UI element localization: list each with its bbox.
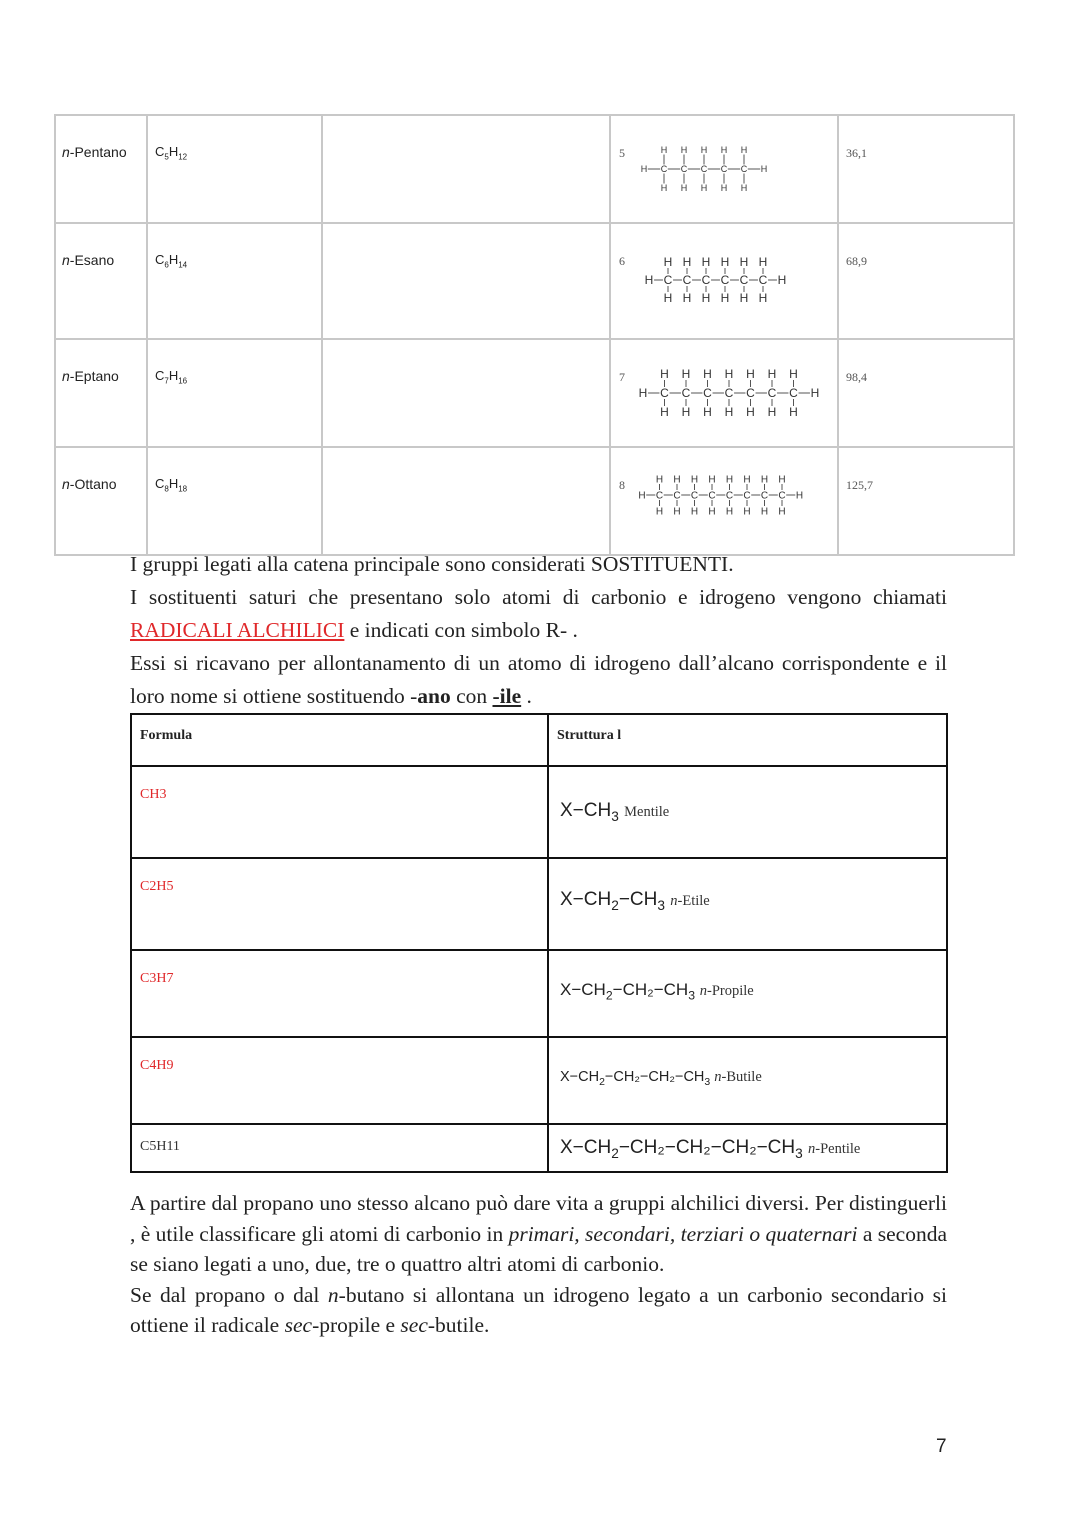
alkane-formula: $C_7H_{16}$ xyxy=(147,339,322,447)
hydrogen-atom: H xyxy=(777,273,787,288)
structure-diagram xyxy=(323,340,820,446)
radical-name: n-Etile xyxy=(670,893,710,909)
hydrogen-atom: H xyxy=(708,506,716,518)
hydrogen-atom: H xyxy=(644,273,654,288)
hydrogen-atom: H xyxy=(758,291,768,306)
hydrogen-atom: H xyxy=(703,367,712,382)
carbon-atom: C xyxy=(746,386,755,401)
hydrogen-atom: H xyxy=(660,183,668,194)
alkane-structure xyxy=(322,447,804,555)
hydrogen-atom: H xyxy=(767,367,777,382)
boiling-point: 98,4 xyxy=(838,339,1014,447)
radical-formula: C5H11 xyxy=(131,1124,548,1172)
carbon-atom: C xyxy=(660,386,669,401)
radical-formula: C3H7 xyxy=(131,950,548,1037)
hydrogen-atom: H xyxy=(760,506,769,518)
hydrogen-atom: H xyxy=(701,291,711,306)
hydrogen-atom: H xyxy=(690,474,699,486)
table-header xyxy=(131,714,947,766)
carbon-atom: C xyxy=(708,490,716,502)
carbon-atom: C xyxy=(720,164,728,175)
carbon-atom: C xyxy=(680,164,688,175)
alkane-name: n-Eptano xyxy=(55,339,147,447)
header-formula: Formula xyxy=(131,714,548,766)
hydrogen-atom: H xyxy=(778,474,786,486)
carbon-atom: C xyxy=(767,386,777,401)
header-structure: Struttura l xyxy=(548,714,947,766)
hydrogen-atom: H xyxy=(682,255,692,270)
paragraph-line: Se dal propano o dal n-butano si allontana un idrogeno legato a un carbonio secondario si ottiene il radicale sec-propile e sec-butile. xyxy=(130,1282,947,1337)
radical-structure: $X-CH_2-CH_2-CH_2-CH_2-CH_3$ n-Pentile xyxy=(548,1124,947,1172)
hydrogen-atom: H xyxy=(767,405,777,420)
hydrogen-atom: H xyxy=(655,506,664,518)
hydrogen-atom: H xyxy=(720,255,730,270)
hydrogen-atom: H xyxy=(673,506,681,518)
hydrogen-atom: H xyxy=(760,474,769,486)
carbon-atom: C xyxy=(760,490,769,502)
alkane-structure xyxy=(322,115,768,223)
hydrogen-atom: H xyxy=(701,255,711,270)
hydrogen-atom: H xyxy=(708,474,716,486)
radical-formula: CH3 xyxy=(131,766,548,858)
hydrogen-atom: H xyxy=(663,255,673,270)
hydrogen-atom: H xyxy=(724,367,734,382)
carbon-atom: C xyxy=(660,164,668,175)
hydrogen-atom: H xyxy=(795,490,804,502)
hydrogen-atom: H xyxy=(739,255,749,270)
boiling-point: 36,1 xyxy=(838,115,1014,223)
carbon-count: 5 xyxy=(610,115,838,223)
alkane-name: n-Pentano xyxy=(55,115,147,223)
hydrogen-atom: H xyxy=(778,506,786,518)
table-row xyxy=(131,858,947,950)
carbon-count: 7 xyxy=(610,339,838,447)
hydrogen-atom: H xyxy=(663,291,673,306)
table-row xyxy=(55,447,1014,555)
alkanes-table xyxy=(54,114,1015,556)
carbon-count: 8 xyxy=(610,447,838,555)
radical-structure: $X-CH_3$ Mentile xyxy=(548,766,947,858)
radical-formula: C4H9 xyxy=(131,1037,548,1124)
boiling-point: 125,7 xyxy=(838,447,1014,555)
table-row xyxy=(131,1037,947,1124)
hydrogen-atom: H xyxy=(655,474,664,486)
radical-formula: C2H5 xyxy=(131,858,548,950)
paragraph-line: A partire dal propano uno stesso alcano può dare vita a gruppi alchilici diversi. Per distinguerli , è utile classificare gli atomi di carbonio in primari, secondari, terziari o quaternari a seconda se siano legati a uno, due, tre o quattro altri atomi di carbonio. xyxy=(130,1191,947,1276)
alkane-structure xyxy=(322,339,820,447)
radical-name: n-Pentile xyxy=(808,1141,861,1157)
radical-name: n-Butile xyxy=(714,1069,762,1085)
paragraph-line: I gruppi legati alla catena principale sono considerati SOSTITUENTI. xyxy=(130,552,734,576)
hydrogen-atom: H xyxy=(690,506,699,518)
carbon-count: 6 xyxy=(610,223,838,339)
hydrogen-atom: H xyxy=(725,506,734,518)
hydrogen-atom: H xyxy=(739,291,749,306)
hydrogen-atom: H xyxy=(789,367,798,382)
hydrogen-atom: H xyxy=(746,405,755,420)
hydrogen-atom: H xyxy=(680,145,688,156)
alkane-name: n-Esano xyxy=(55,223,147,339)
hydrogen-atom: H xyxy=(725,474,734,486)
paragraph-line: Essi si ricavano per allontanamento di un atomo di idrogeno dall’alcano corrispondente e il loro nome si ottiene sostituendo -ano con -ile . xyxy=(130,651,947,708)
table-row xyxy=(131,950,947,1037)
hydrogen-atom: H xyxy=(640,164,648,175)
paragraph-line: I sostituenti saturi che presentano solo atomi di carbonio e idrogeno vengono chiamati RADICALI ALCHILICI e indicati con simbolo R- . xyxy=(130,585,947,642)
structure-diagram xyxy=(323,224,787,338)
radical-name: Mentile xyxy=(624,804,670,820)
carbon-atom: C xyxy=(720,273,730,288)
alkane-formula: $C_8H_{18}$ xyxy=(147,447,322,555)
hydrogen-atom: H xyxy=(681,405,691,420)
carbon-atom: C xyxy=(758,273,768,288)
carbon-atom: C xyxy=(740,164,748,175)
carbon-atom: C xyxy=(681,386,691,401)
table-row xyxy=(55,223,1014,339)
carbon-atom: C xyxy=(724,386,734,401)
structure-diagram xyxy=(323,448,804,542)
hydrogen-atom: H xyxy=(740,145,748,156)
hydrogen-atom: H xyxy=(682,291,692,306)
hydrogen-atom: H xyxy=(789,405,798,420)
radical-structure: $X-CH_2-CH_3$ n-Etile xyxy=(548,858,947,950)
hydrogen-atom: H xyxy=(720,291,730,306)
alkane-formula: $C_6H_{14}$ xyxy=(147,223,322,339)
carbon-atom: C xyxy=(739,273,749,288)
alkane-name: n-Ottano xyxy=(55,447,147,555)
hydrogen-atom: H xyxy=(673,474,681,486)
structure-diagram xyxy=(323,116,768,222)
hydrogen-atom: H xyxy=(740,183,748,194)
hydrogen-atom: H xyxy=(660,145,668,156)
substituents-paragraph xyxy=(130,548,947,713)
carbon-atom: C xyxy=(743,490,751,502)
radical-structure: $X-CH_2-CH_2-CH_3$ n-Propile xyxy=(548,950,947,1037)
carbon-atom: C xyxy=(778,490,786,502)
carbon-atom: C xyxy=(725,490,734,502)
page-number: 7 xyxy=(936,1436,947,1457)
table-row xyxy=(131,766,947,858)
hydrogen-atom: H xyxy=(758,255,768,270)
hydrogen-atom: H xyxy=(638,386,648,401)
table-row xyxy=(131,1124,947,1172)
hydrogen-atom: H xyxy=(660,367,669,382)
carbon-atom: C xyxy=(682,273,692,288)
carbon-atom: C xyxy=(703,386,712,401)
radicali-alchilici-link[interactable]: RADICALI ALCHILICI xyxy=(130,618,345,642)
radical-structure: $X-CH_2-CH_2-CH_2-CH_3$ n-Butile xyxy=(548,1037,947,1124)
hydrogen-atom: H xyxy=(660,405,669,420)
table-row xyxy=(55,339,1014,447)
hydrogen-atom: H xyxy=(703,405,712,420)
alkane-formula: $C_5H_{12}$ xyxy=(147,115,322,223)
carbon-atom: C xyxy=(690,490,699,502)
carbon-atom: C xyxy=(673,490,681,502)
carbon-classification-paragraph xyxy=(130,1188,947,1341)
carbon-atom: C xyxy=(700,164,708,175)
hydrogen-atom: H xyxy=(638,490,646,502)
hydrogen-atom: H xyxy=(810,386,820,401)
carbon-atom: C xyxy=(663,273,673,288)
hydrogen-atom: H xyxy=(724,405,734,420)
hydrogen-atom: H xyxy=(720,183,728,194)
hydrogen-atom: H xyxy=(700,145,708,156)
hydrogen-atom: H xyxy=(743,506,751,518)
hydrogen-atom: H xyxy=(681,367,691,382)
hydrogen-atom: H xyxy=(700,183,708,194)
carbon-atom: C xyxy=(655,490,664,502)
table-row xyxy=(55,115,1014,223)
radical-name: n-Propile xyxy=(699,983,754,999)
hydrogen-atom: H xyxy=(746,367,755,382)
boiling-point: 68,9 xyxy=(838,223,1014,339)
radicals-table xyxy=(130,713,948,1173)
hydrogen-atom: H xyxy=(680,183,688,194)
carbon-atom: C xyxy=(701,273,711,288)
hydrogen-atom: H xyxy=(760,164,768,175)
alkane-structure xyxy=(322,223,787,339)
carbon-atom: C xyxy=(789,386,798,401)
hydrogen-atom: H xyxy=(720,145,728,156)
hydrogen-atom: H xyxy=(743,474,751,486)
